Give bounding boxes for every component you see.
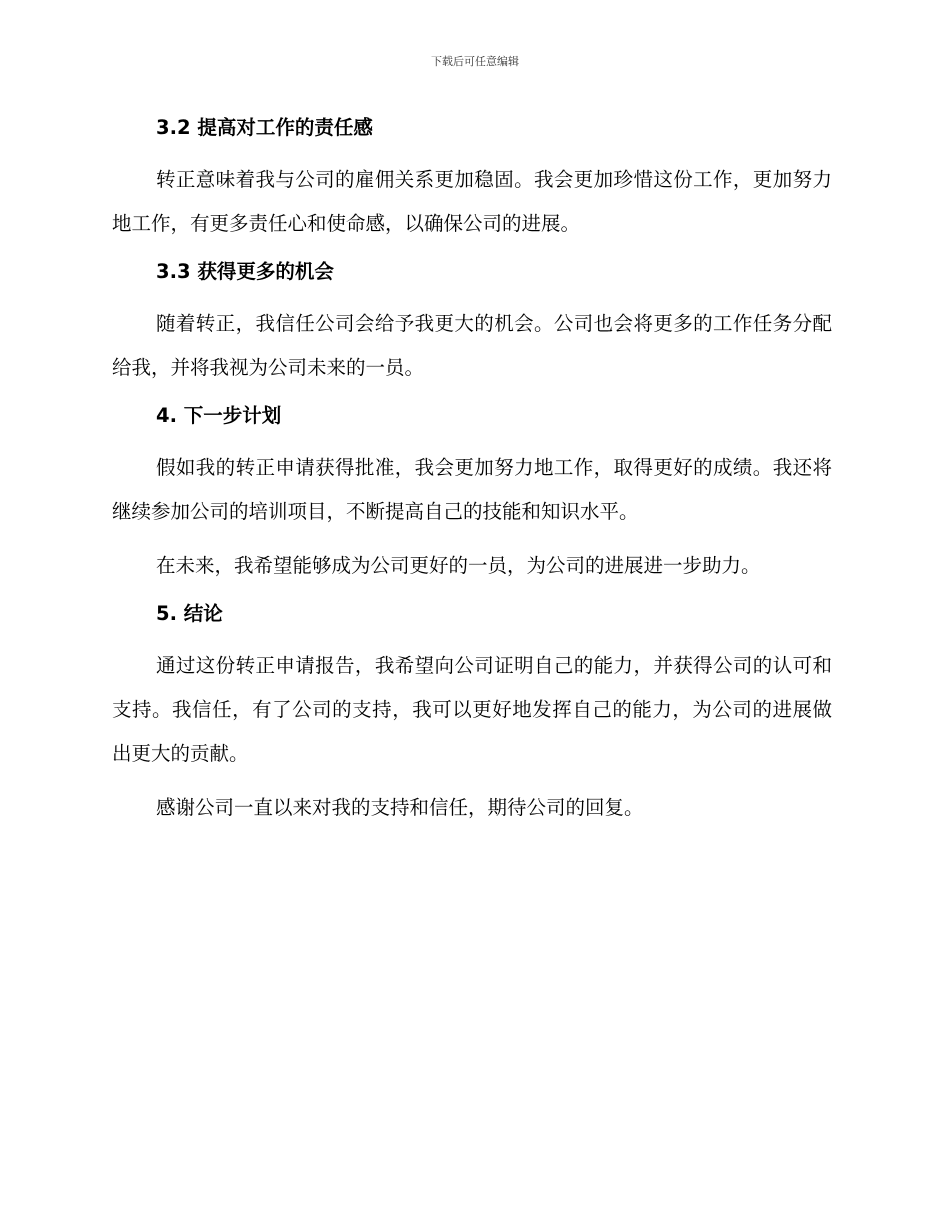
paragraph: 在未来，我希望能够成为公司更好的一员，为公司的进展进一步助力。 bbox=[156, 554, 761, 577]
paragraph: 随着转正，我信任公司会给予我更大的机会。公司也会将更多的工作任务分配给我，并将我视为公司未来的一员。 bbox=[112, 312, 832, 379]
section-heading: 4. 下一步计划 bbox=[156, 404, 282, 427]
section-5 bbox=[112, 598, 832, 830]
section-heading: 5. 结论 bbox=[156, 602, 223, 625]
paragraph: 转正意味着我与公司的雇佣关系更加稳固。我会更加珍惜这份工作，更加努力地工作，有更多责任心和使命感，以确保公司的进展。 bbox=[112, 168, 832, 235]
paragraph: 通过这份转正申请报告，我希望向公司证明自己的能力，并获得公司的认可和支持。我信任，有了公司的支持，我可以更好地发挥自己的能力，为公司的进展做出更大的贡献。 bbox=[112, 654, 832, 765]
section-heading: 3.2 提高对工作的责任感 bbox=[156, 116, 373, 139]
paragraph: 感谢公司一直以来对我的支持和信任，期待公司的回复。 bbox=[156, 796, 644, 819]
page-header: 下载后可任意编辑 bbox=[431, 55, 519, 68]
section-heading: 3.3 获得更多的机会 bbox=[156, 260, 334, 283]
paragraph: 假如我的转正申请获得批准，我会更加努力地工作，取得更好的成绩。我还将继续参加公司的培训项目，不断提高自己的技能和知识水平。 bbox=[112, 456, 832, 523]
document-body bbox=[112, 112, 832, 840]
section-3-2 bbox=[112, 112, 832, 246]
section-4 bbox=[112, 400, 832, 588]
section-3-3 bbox=[112, 256, 832, 390]
